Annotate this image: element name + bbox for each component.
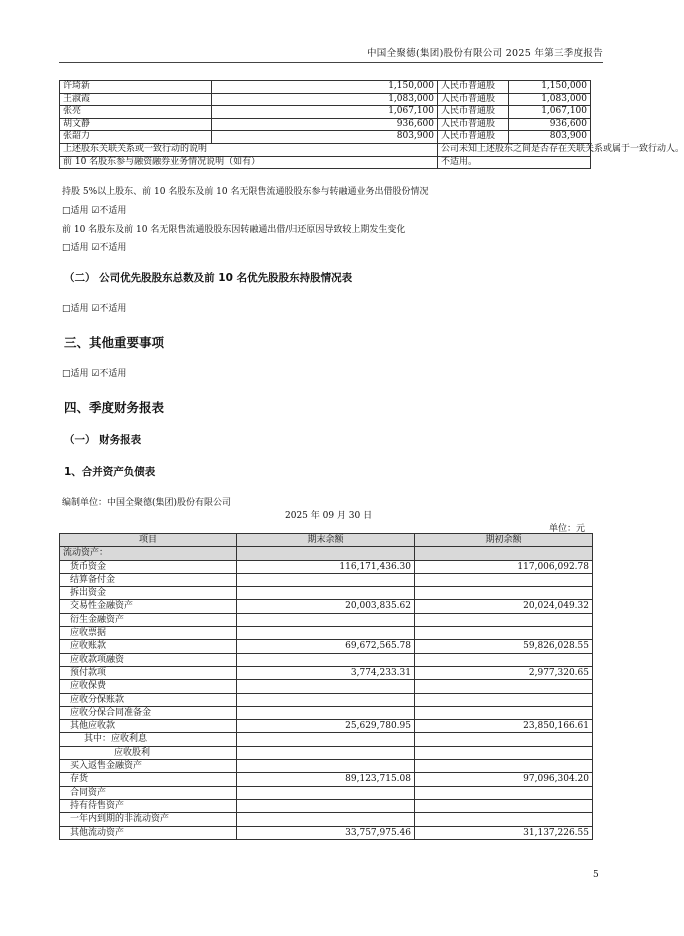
row-end-balance (237, 627, 415, 640)
row-item: 持有待售资产 (60, 799, 237, 812)
row-begin-balance: 31,137,226.55 (415, 826, 593, 839)
row-item: 其他应收款 (60, 720, 237, 733)
header-divider (59, 62, 603, 63)
table-row (60, 640, 593, 653)
section-financial-statements: 四、季度财务报表 (64, 400, 165, 415)
row-end-balance (237, 547, 415, 560)
table-row (60, 706, 593, 719)
table-row (60, 693, 593, 706)
table-row (60, 746, 593, 759)
shareholder-shares: 936,600 (212, 118, 438, 131)
table-row (60, 547, 593, 560)
row-end-balance: 20,003,835.62 (237, 600, 415, 613)
page-number: 5 (593, 870, 599, 880)
table-row (60, 680, 593, 693)
row-end-balance: 3,774,233.31 (237, 666, 415, 679)
share-quantity: 936,600 (509, 118, 591, 131)
row-item: 其他流动资产 (60, 826, 237, 839)
note-row (60, 143, 591, 156)
compiler-unit: 编制单位：中国全聚德(集团)股份有限公司 (62, 498, 232, 508)
checkbox-applicable-3: □适用 ☑不适用 (62, 304, 127, 314)
shareholder-name: 胡文静 (60, 118, 212, 131)
share-quantity: 1,150,000 (509, 81, 591, 94)
row-begin-balance (415, 786, 593, 799)
row-item: 应收股利 (60, 746, 237, 759)
row-begin-balance: 23,850,166.61 (415, 720, 593, 733)
share-quantity: 1,083,000 (509, 93, 591, 106)
row-item: 应收账款 (60, 640, 237, 653)
row-end-balance (237, 613, 415, 626)
row-item: 流动资产： (60, 547, 237, 560)
row-item: 合同资产 (60, 786, 237, 799)
row-begin-balance (415, 799, 593, 812)
row-begin-balance (415, 680, 593, 693)
share-type: 人民币普通股 (438, 118, 509, 131)
row-begin-balance (415, 746, 593, 759)
row-item: 衍生金融资产 (60, 613, 237, 626)
row-end-balance (237, 746, 415, 759)
table-row (60, 81, 591, 94)
row-item: 交易性金融资产 (60, 600, 237, 613)
row-begin-balance (415, 760, 593, 773)
row-end-balance (237, 706, 415, 719)
row-end-balance: 69,672,565.78 (237, 640, 415, 653)
shareholder-shares: 1,083,000 (212, 93, 438, 106)
note-row (60, 156, 591, 169)
shareholder-name: 王淑霞 (60, 93, 212, 106)
table-row (60, 106, 591, 119)
subsection-statements: （一） 财务报表 (64, 434, 142, 446)
row-begin-balance (415, 573, 593, 586)
row-begin-balance (415, 653, 593, 666)
table-row (60, 813, 593, 826)
row-begin-balance: 20,024,049.32 (415, 600, 593, 613)
table-row (60, 826, 593, 839)
currency-unit: 单位：元 (549, 524, 586, 534)
paragraph-lending: 持股 5%以上股东、前 10 名股东及前 10 名无限售流通股股东参与转融通业务出借股份情况 (62, 187, 429, 197)
row-item: 货币资金 (60, 560, 237, 573)
row-end-balance (237, 653, 415, 666)
table-row (60, 786, 593, 799)
row-begin-balance (415, 813, 593, 826)
row-end-balance (237, 799, 415, 812)
checkbox-applicable-4: □适用 ☑不适用 (62, 369, 127, 379)
row-begin-balance: 117,006,092.78 (415, 560, 593, 573)
row-begin-balance: 2,977,320.65 (415, 666, 593, 679)
note-value: 不适用。 (438, 156, 591, 169)
row-begin-balance: 59,826,028.55 (415, 640, 593, 653)
checkbox-applicable-1: □适用 ☑不适用 (62, 206, 127, 216)
row-begin-balance (415, 733, 593, 746)
row-item: 一年内到期的非流动资产 (60, 813, 237, 826)
subsection-balance-sheet: 1、合并资产负债表 (64, 466, 156, 478)
row-item: 买入返售金融资产 (60, 760, 237, 773)
row-item: 应收分保账款 (60, 693, 237, 706)
table-row (60, 666, 593, 679)
row-end-balance (237, 693, 415, 706)
row-item: 结算备付金 (60, 573, 237, 586)
row-begin-balance: 97,096,304.20 (415, 773, 593, 786)
table-row (60, 118, 591, 131)
shareholder-shares: 1,150,000 (212, 81, 438, 94)
note-label: 上述股东关联关系或一致行动的说明 (60, 143, 438, 156)
row-item: 应收款项融资 (60, 653, 237, 666)
row-item: 存货 (60, 773, 237, 786)
balance-sheet-table (59, 533, 593, 840)
row-begin-balance (415, 547, 593, 560)
row-end-balance (237, 786, 415, 799)
table-row (60, 131, 591, 144)
row-end-balance: 25,629,780.95 (237, 720, 415, 733)
table-row (60, 573, 593, 586)
table-header-row (60, 534, 593, 547)
row-item: 其中：应收利息 (60, 733, 237, 746)
page-header-title: 中国全聚德(集团)股份有限公司 2025 年第三季度报告 (366, 48, 603, 59)
checkbox-applicable-2: □适用 ☑不适用 (62, 243, 127, 253)
report-date: 2025 年 09 月 30 日 (285, 511, 373, 521)
share-type: 人民币普通股 (438, 131, 509, 144)
row-begin-balance (415, 587, 593, 600)
share-quantity: 1,067,100 (509, 106, 591, 119)
row-end-balance: 33,757,975.46 (237, 826, 415, 839)
table-row (60, 799, 593, 812)
shareholder-name: 张亮 (60, 106, 212, 119)
shareholder-table (59, 80, 684, 169)
row-end-balance (237, 760, 415, 773)
note-label: 前 10 名股东参与融资融券业务情况说明（如有） (60, 156, 438, 169)
row-item: 应收保费 (60, 680, 237, 693)
share-quantity: 803,900 (509, 131, 591, 144)
table-row (60, 773, 593, 786)
row-begin-balance (415, 706, 593, 719)
row-end-balance (237, 733, 415, 746)
row-begin-balance (415, 613, 593, 626)
share-type: 人民币普通股 (438, 93, 509, 106)
shareholder-name: 许琦新 (60, 81, 212, 94)
row-end-balance (237, 813, 415, 826)
row-begin-balance (415, 627, 593, 640)
row-item: 预付款项 (60, 666, 237, 679)
table-row (60, 600, 593, 613)
shareholder-name: 张韶力 (60, 131, 212, 144)
row-item: 应收分保合同准备金 (60, 706, 237, 719)
col-header-begin: 期初余额 (415, 534, 593, 547)
table-row (60, 627, 593, 640)
row-end-balance (237, 573, 415, 586)
table-row (60, 760, 593, 773)
share-type: 人民币普通股 (438, 81, 509, 94)
table-row (60, 720, 593, 733)
table-row (60, 733, 593, 746)
table-row (60, 93, 591, 106)
table-row (60, 613, 593, 626)
row-end-balance (237, 587, 415, 600)
paragraph-change: 前 10 名股东及前 10 名无限售流通股股东因转融通出借/归还原因导致较上期发生变化 (62, 225, 406, 235)
table-row (60, 560, 593, 573)
row-item: 应收票据 (60, 627, 237, 640)
row-end-balance: 116,171,436.30 (237, 560, 415, 573)
share-type: 人民币普通股 (438, 106, 509, 119)
row-item: 拆出资金 (60, 587, 237, 600)
section-preferred-shares: （二） 公司优先股股东总数及前 10 名优先股股东持股情况表 (64, 272, 353, 284)
table-row (60, 587, 593, 600)
shareholder-shares: 1,067,100 (212, 106, 438, 119)
shareholder-shares: 803,900 (212, 131, 438, 144)
col-header-item: 项目 (60, 534, 237, 547)
note-value: 公司未知上述股东之间是否存在关联关系或属于一致行动人。 (438, 143, 591, 156)
col-header-end: 期末余额 (237, 534, 415, 547)
section-other-matters: 三、其他重要事项 (64, 335, 165, 350)
table-row (60, 653, 593, 666)
row-end-balance: 89,123,715.08 (237, 773, 415, 786)
row-begin-balance (415, 693, 593, 706)
row-end-balance (237, 680, 415, 693)
